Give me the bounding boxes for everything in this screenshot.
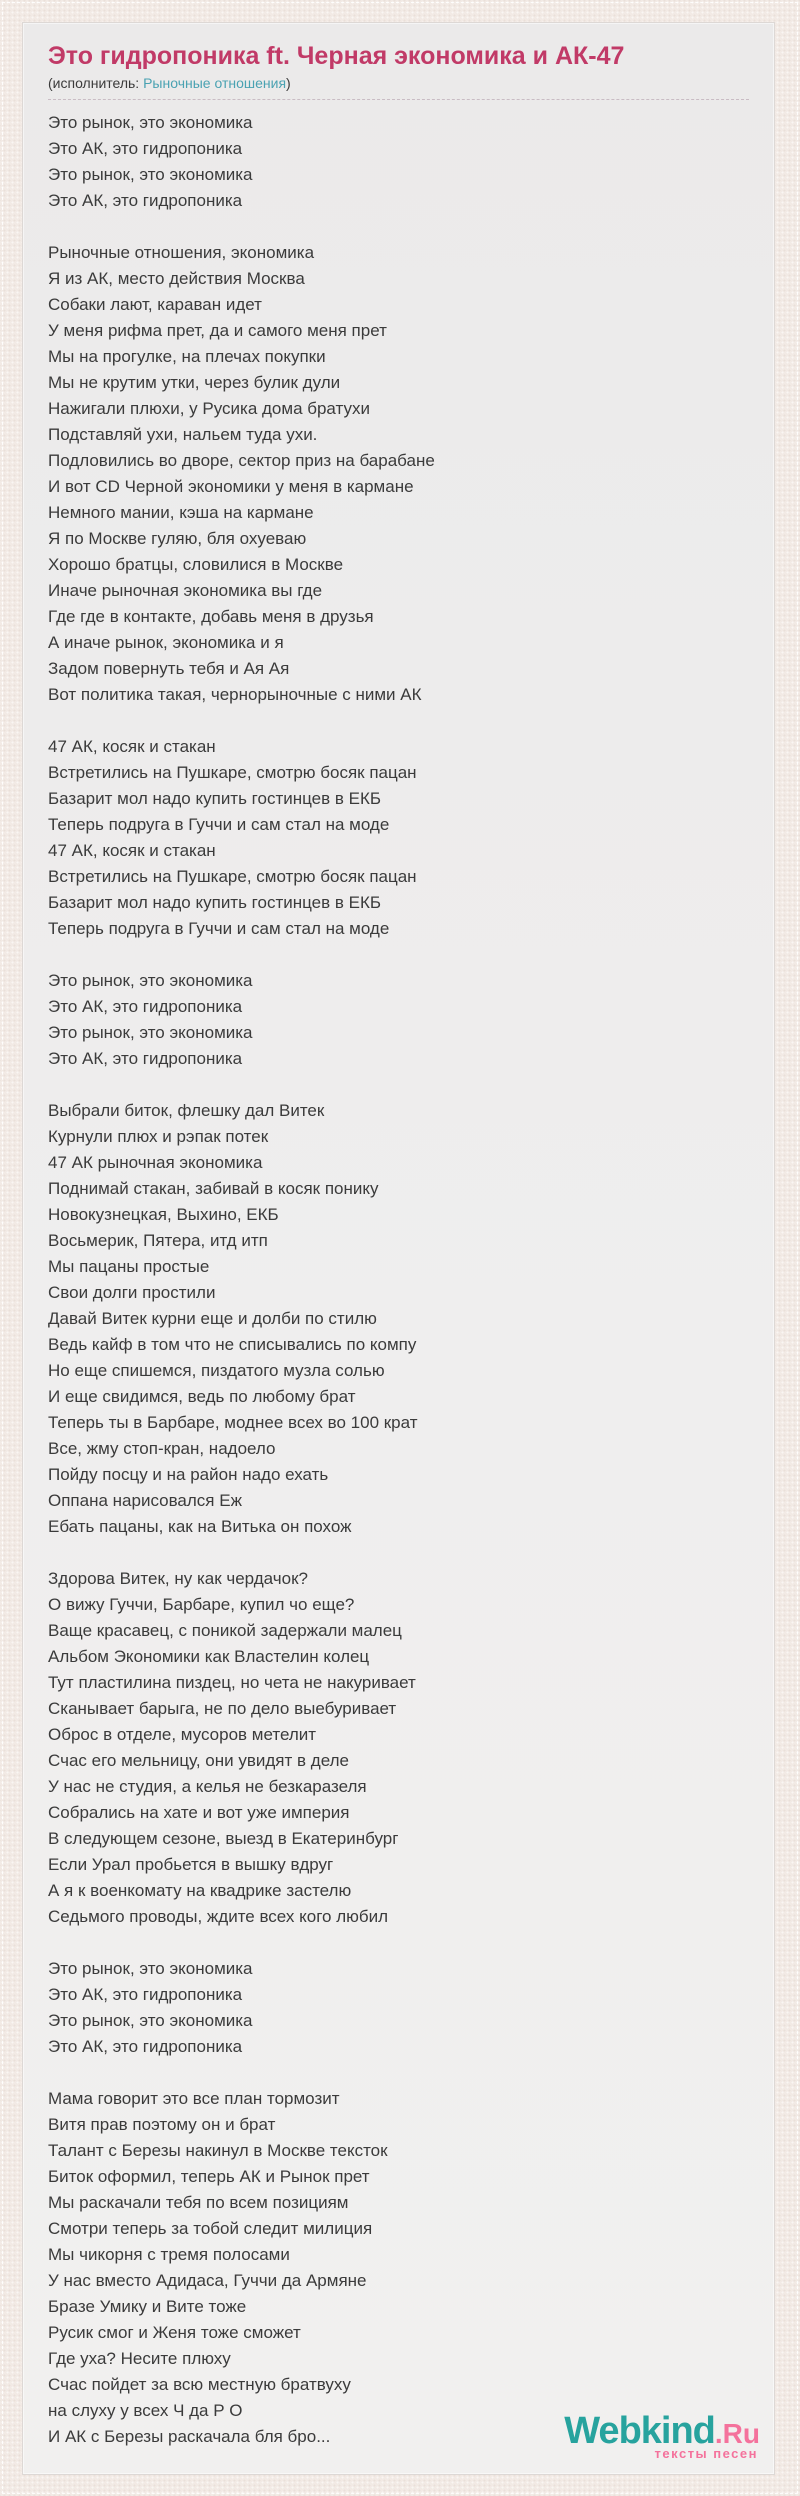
lyrics-stanza: Здорова Витек, ну как чердачок? О вижу Гуччи, Барбаре, купил чо еще? Ваще красавец, с поникой задержали малец Альбом Экономики как Властелин колец Тут пластилина пиздец, но чета не накуривает Сканывает барыга, не по дело выебуривает Оброс в отделе, мусоров метелит Счас его мельницу, они увидят в деле У нас не студия, а келья не безкаразеля Собрались на хате и вот уже империя В следующем сезоне, выезд в Екатеринбург Если Урал пробьется в вышку вдруг А я к военкомату на квадрике застелю Седьмого проводы, ждите всех кого любил (48, 1569, 416, 1926)
logo-tagline: тексты песен (654, 2446, 758, 2461)
lyrics-text (48, 110, 749, 2450)
lyrics-stanza: Рыночные отношения, экономика Я из АК, место действия Москва Собаки лают, караван идет У меня рифма прет, да и самого меня прет Мы на прогулке, на плечах покупки Мы не крутим утки, через булик дули Нажигали плюхи, у Русика дома братухи Подставляй ухи, нальем туда ухи. Подловились во дворе, сектор приз на барабане И вот CD Черной экономики у меня в кармане Немного мании, кэша на кармане Я по Москве гуляю, бля охуеваю Хорошо братцы, словилися в Москве Иначе рыночная экономика вы где Где где в контакте, добавь меня в друзья А иначе рынок, экономика и я Задом повернуть тебя и Ая Ая Вот политика такая, чернорыночные с ними АК (48, 243, 435, 704)
lyrics-card (22, 22, 775, 2475)
lyrics-stanza: Это рынок, это экономика Это АК, это гидропоника Это рынок, это экономика Это АК, это гидропоника (48, 113, 253, 210)
artist-prefix: (исполнитель: (48, 75, 144, 91)
page-title: Это гидропоника ft. Черная экономика и АК-47 (48, 42, 625, 70)
lyrics-stanza: Это рынок, это экономика Это АК, это гидропоника Это рынок, это экономика Это АК, это гидропоника (48, 971, 253, 1068)
lyrics-stanza: Мама говорит это все план тормозит Витя прав поэтому он и брат Талант с Березы накинул в Москве тексток Биток оформил, теперь АК и Рынок прет Мы раскачали тебя по всем позициям Смотри теперь за тобой следит милиция Мы чикорня с тремя полосами У нас вместо Адидаса, Гуччи да Армяне Бразе Умику и Вите тоже Русик смог и Женя тоже сможет Где уха? Несите плюху Счас пойдет за всю местную братвуху на слуху у всех Ч да Р О И АК с Березы раскачала бля бро... (48, 2089, 388, 2446)
lyrics-stanza: 47 АК, косяк и стакан Встретились на Пушкаре, смотрю босяк пацан Базарит мол надо купить гостинцев в ЕКБ Теперь подруга в Гуччи и сам стал на моде 47 АК, косяк и стакан Встретились на Пушкаре, смотрю босяк пацан Базарит мол надо купить гостинцев в ЕКБ Теперь подруга в Гуччи и сам стал на моде (48, 737, 417, 938)
logo-brand: Webkind (564, 2410, 715, 2452)
lyrics-stanza: Выбрали биток, флешку дал Витек Курнули плюх и рэпак потек 47 АК рыночная экономика Поднимай стакан, забивай в косяк понику Новокузнецкая, Выхино, ЕКБ Восьмерик, Пятера, итд итп Мы пацаны простые Свои долги простили Давай Витек курни еще и долби по стилю Ведь кайф в том что не списывались по компу Но еще спишемся, пиздатого музла солью И еще свидимся, ведь по любому брат Теперь ты в Барбаре, моднее всех во 100 крат Все, жму стоп-кран, надоело Пойду посцу и на район надо ехать Оппана нарисовался Еж Ебать пацаны, как на Витька он похож (48, 1101, 418, 1536)
artist-line (48, 75, 749, 100)
webkind-logo[interactable] (564, 2412, 760, 2460)
lyrics-stanza: Это рынок, это экономика Это АК, это гидропоника Это рынок, это экономика Это АК, это гидропоника (48, 1959, 253, 2056)
artist-link[interactable]: Рыночные отношения (143, 75, 287, 91)
logo-domain: .Ru (714, 2418, 760, 2449)
logo-wordmark (564, 2412, 760, 2450)
artist-suffix: ) (286, 75, 291, 91)
